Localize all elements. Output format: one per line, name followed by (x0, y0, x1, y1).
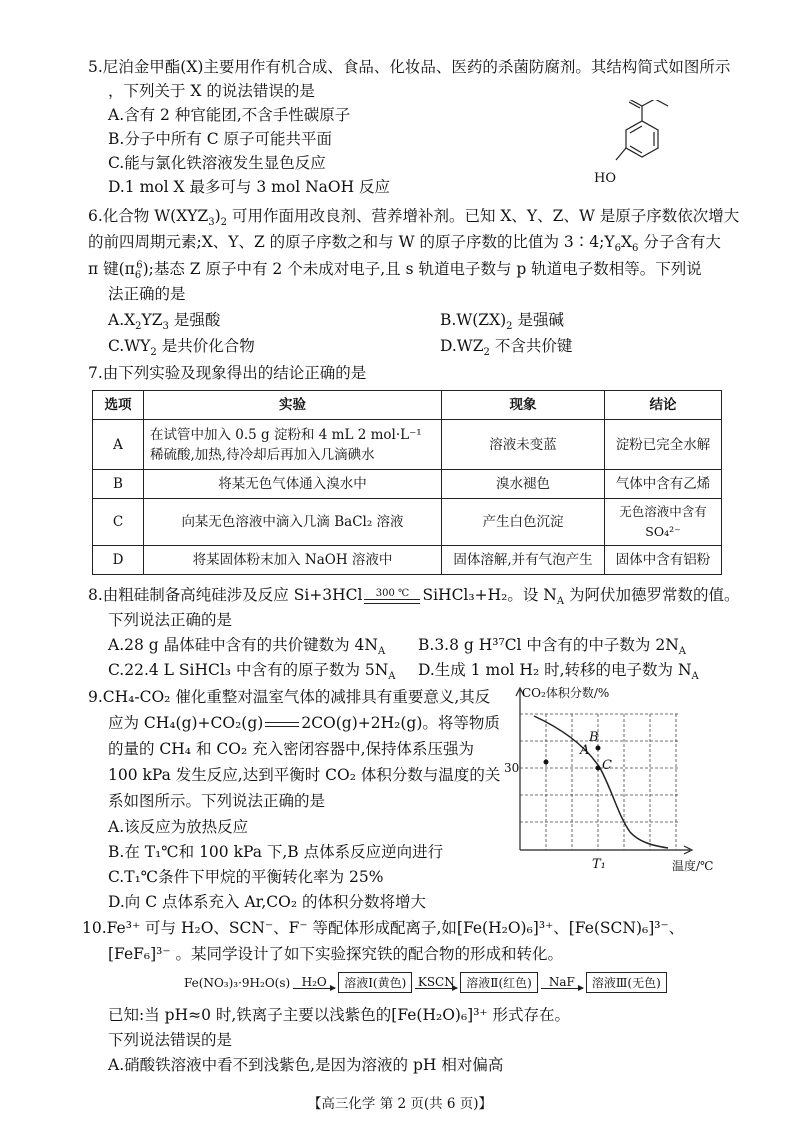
table-cell: 淀粉已完全水解 (605, 420, 722, 470)
q5-stem-line1: 5.尼泊金甲酯(X)主要用作有机合成、食品、化妆品、医药的杀菌防腐剂。其结构简式如图所示 (88, 58, 731, 76)
q8-sub: A (556, 596, 565, 608)
q8-sub: A (691, 671, 699, 683)
q9-option-c: C.T₁℃条件下甲烷的平衡转化率为 25% (108, 868, 384, 886)
q8-option-c-text: C.22.4 L SiHCl₃ 中含有的原子数为 5N (108, 661, 389, 679)
q6-option-b: $B.W(ZX)_2$ 是强碱 (440, 311, 564, 333)
q8-option-d (418, 659, 699, 681)
table-cell: 将某固体粉末加入 NaOH 溶液中 (144, 546, 442, 575)
q5-structure-ho-label: HO (594, 171, 616, 186)
table-row (93, 470, 722, 499)
q10-line1: 10.Fe³⁺ 可与 H₂O、SCN⁻、F⁻ 等配体形成配离子,如[Fe(H₂O)₆]³⁺、[Fe(SCN)₆]³⁻、 (82, 919, 685, 937)
table-cell: 固体溶解,并有气泡产生 (442, 546, 605, 575)
q5-option-d: D.1 mol X 最多可与 3 mol NaOH 反应 (108, 178, 391, 196)
q8-option-b (418, 634, 686, 656)
table-cell: C (93, 499, 144, 546)
flow-box-3: 溶液Ⅲ(无色) (586, 972, 667, 993)
q9-equilibrium-arrow (265, 722, 299, 727)
q9-graph-point-a: A (580, 743, 590, 758)
q8-reaction-arrow (364, 589, 420, 604)
q9-option-b: B.在 T₁℃和 100 kPa 下,B 点体系反应逆向进行 (108, 843, 444, 861)
table-header: 选项 (93, 391, 144, 420)
q6-line3: π 键$(\pi_6^6)$;基态 Z 原子中有 2 个未成对电子,且 s 轨道电子数与 p 轨道电子数相等。下列说 (88, 259, 702, 282)
q9-graph-ylabel: CO₂体积分数/% (522, 686, 610, 700)
q9-line4: 100 kPa 发生反应,达到平衡时 CO₂ 体积分数与温度的关 (108, 766, 501, 784)
q10-flow-diagram (184, 972, 667, 993)
q8-line1-b: SiHCl₃+H₂。设 N (422, 586, 557, 604)
q6-option-c: $C.WY_2$ 是共价化合物 (108, 337, 255, 359)
q6-line2-b: X (620, 233, 633, 251)
q6-option-a-2: YZ (141, 311, 163, 329)
table-cell: 固体中含有铝粉 (605, 546, 722, 575)
q6-line1-b: ) (214, 207, 221, 225)
table-cell (144, 420, 442, 470)
q8-option-d-text: D.生成 1 mol H₂ 时,转移的电子数为 N (418, 661, 692, 679)
q8-line1-c: 为阿伏加德罗常数的值。 (564, 586, 740, 604)
q5-stem-line2-text: ，下列关于 X 的说法错误的是 (108, 82, 315, 100)
q6-line1-c: 可用作面用改良剂、营养增补剂。已知 X、Y、Z、W 是原子序数依次增大 (227, 207, 740, 225)
q5-option-a: A.含有 2 种官能团,不含手性碳原子 (108, 106, 351, 124)
q9-line3: 的量的 CH₄ 和 CO₂ 充入密闭容器中,保持体系压强为 (108, 740, 475, 758)
flow-box-2: 溶液Ⅱ(红色) (460, 972, 538, 993)
q10-known: 已知:当 pH≈0 时,铁离子主要以浅紫色的[Fe(H₂O)₆]³⁺ 形式存在。 (108, 1006, 571, 1024)
q6-option-d-1: D.WZ (440, 337, 484, 355)
table-cell: B (93, 470, 144, 499)
q6-line3-a: π 键(π (88, 260, 135, 278)
table-row (93, 420, 722, 470)
table-cell: 向某无色溶液中滴入几滴 BaCl₂ 溶液 (144, 499, 442, 546)
q7-table (92, 390, 722, 575)
q9-option-a: A.该反应为放热反应 (108, 818, 249, 836)
q8-option-b-text: B.3.8 g H³⁷Cl 中含有的中子数为 2N (418, 636, 679, 654)
q9-graph (500, 680, 730, 880)
table-cell-line: 在试管中加入 0.5 g 淀粉和 4 mL 2 mol·L⁻¹ (150, 426, 422, 443)
flow-arrow-2 (415, 976, 457, 989)
q9-line2 (108, 712, 500, 734)
q9-graph-point-c: C (602, 758, 612, 773)
q9-line2-a: 应为 CH₄(g)+CO₂(g) (108, 714, 264, 732)
q6-line3-b: );基态 Z 原子中有 2 个未成对电子,且 s 轨道电子数与 p 轨道电子数相等。下列说 (142, 260, 702, 278)
q6-option-a-3: 是强酸 (168, 311, 221, 329)
q5-option-b: B.分子中所有 C 原子可能共平面 (108, 130, 333, 148)
table-cell: 将某无色气体通入溴水中 (144, 470, 442, 499)
q10-line2: [FeF₆]³⁻ 。某同学设计了如下实验探究铁的配合物的形成和转化。 (108, 945, 563, 963)
table-cell: 溴水褪色 (442, 470, 605, 499)
q6-line4: 法正确的是 (108, 285, 186, 303)
q9-line5: 系如图所示。下列说法正确的是 (108, 792, 326, 810)
q8-line1-a: 8.由粗硅制备高纯硅涉及反应 Si+3HCl (88, 586, 363, 604)
q9-option-d: D.向 C 点体系充入 Ar,CO₂ 的体积分数将增大 (108, 893, 426, 911)
q8-option-c (108, 659, 396, 681)
table-cell-line: 稀硫酸,加热,待冷却后再加入几滴碘水 (150, 446, 375, 463)
table-header: 实验 (144, 391, 442, 420)
q10-option-a: A.硝酸铁溶液中看不到浅紫色,是因为溶液的 pH 相对偏高 (108, 1056, 504, 1074)
q6-option-c-1: C.WY (108, 337, 151, 355)
q6-line2: 的前四周期元素;X、Y、Z 的原子序数之和与 W 的原子序数的比值为 $3∶4;Y_6X_6$ 分子含有大 (88, 233, 721, 255)
q5-stem-line2 (108, 80, 315, 102)
q8-line2: 下列说法正确的是 (108, 611, 233, 629)
table-header: 结论 (605, 391, 722, 420)
q9-graph-point-b: B (589, 730, 599, 745)
q8-sub: A (377, 646, 386, 658)
q6-line2-a: 的前四周期元素;X、Y、Z 的原子序数之和与 W 的原子序数的比值为 3∶4;Y (88, 233, 615, 251)
flow-start: Fe(NO₃)₃·9H₂O(s) (184, 975, 291, 990)
q9-line1: 9.CH₄-CO₂ 催化重整对温室气体的减排具有重要意义,其反 (88, 688, 491, 706)
table-cell: A (93, 420, 144, 470)
flow-arrow-3-label: NaF (548, 975, 575, 989)
q9-graph-ytick: 30 (504, 761, 520, 775)
table-header: 现象 (442, 391, 605, 420)
flow-arrow-3 (541, 976, 583, 989)
q8-line1 (88, 584, 740, 606)
q5-option-c: C.能与氯化铁溶液发生显色反应 (108, 154, 326, 172)
table-header-row (93, 391, 722, 420)
q6-option-b-2: 是强碱 (512, 311, 564, 329)
page-footer: 【高三化学 第 2 页(共 6 页)】 (307, 1096, 493, 1112)
q8-option-a-text: A.28 g 晶体硅中含有的共价键数为 4N (108, 636, 378, 654)
table-cell: 气体中含有乙烯 (605, 470, 722, 499)
q7-stem: 7.由下列实验及现象得出的结论正确的是 (88, 364, 367, 382)
q9-graph-xlabel: 温度/℃ (672, 859, 714, 873)
q6-line1: 6.化合物 $W(XYZ_3)_2$ 可用作面用改良剂、营养增补剂。已知 X、Y、Z、W 是原子序数依次增大 (88, 207, 740, 229)
q6-option-a: $A.X_2YZ_3$ 是强酸 (108, 311, 221, 333)
q8-sub: A (678, 646, 687, 658)
q8-option-a (108, 634, 385, 656)
q6-line2-c: 分子含有大 (638, 233, 721, 251)
q6-option-d: $D.WZ_2$ 不含共价键 (440, 337, 573, 359)
flow-arrow-2-label: KSCN (417, 975, 455, 989)
q6-option-c-2: 是共价化合物 (156, 337, 255, 355)
table-cell: 产生白色沉淀 (442, 499, 605, 546)
q9-graph-xtick: T₁ (592, 857, 606, 872)
q8-sub: A (388, 671, 396, 683)
table-cell: 溶液未变蓝 (442, 420, 605, 470)
q6-line1-a: 6.化合物 W(XYZ (88, 207, 209, 225)
point-c-marker (596, 766, 601, 771)
table-row (93, 546, 722, 575)
flow-arrow-1 (293, 976, 335, 989)
q10-ask: 下列说法错误的是 (108, 1031, 233, 1049)
table-cell: D (93, 546, 144, 575)
flow-arrow-1-label: H₂O (301, 975, 327, 989)
q9-line2-b: 2CO(g)+2H₂(g)。将等物质 (301, 714, 500, 732)
flow-box-1: 溶液Ⅰ(黄色) (338, 972, 412, 993)
q6-option-b-1: B.W(ZX) (440, 311, 507, 329)
q6-option-a-1: A.X (108, 311, 136, 329)
table-row (93, 499, 722, 546)
point-a-marker (544, 760, 549, 765)
q8-condition: 300 ℃ (375, 587, 410, 599)
table-cell: 无色溶液中含有SO₄²⁻ (605, 499, 722, 546)
q6-option-d-2: 不含共价键 (489, 337, 573, 355)
